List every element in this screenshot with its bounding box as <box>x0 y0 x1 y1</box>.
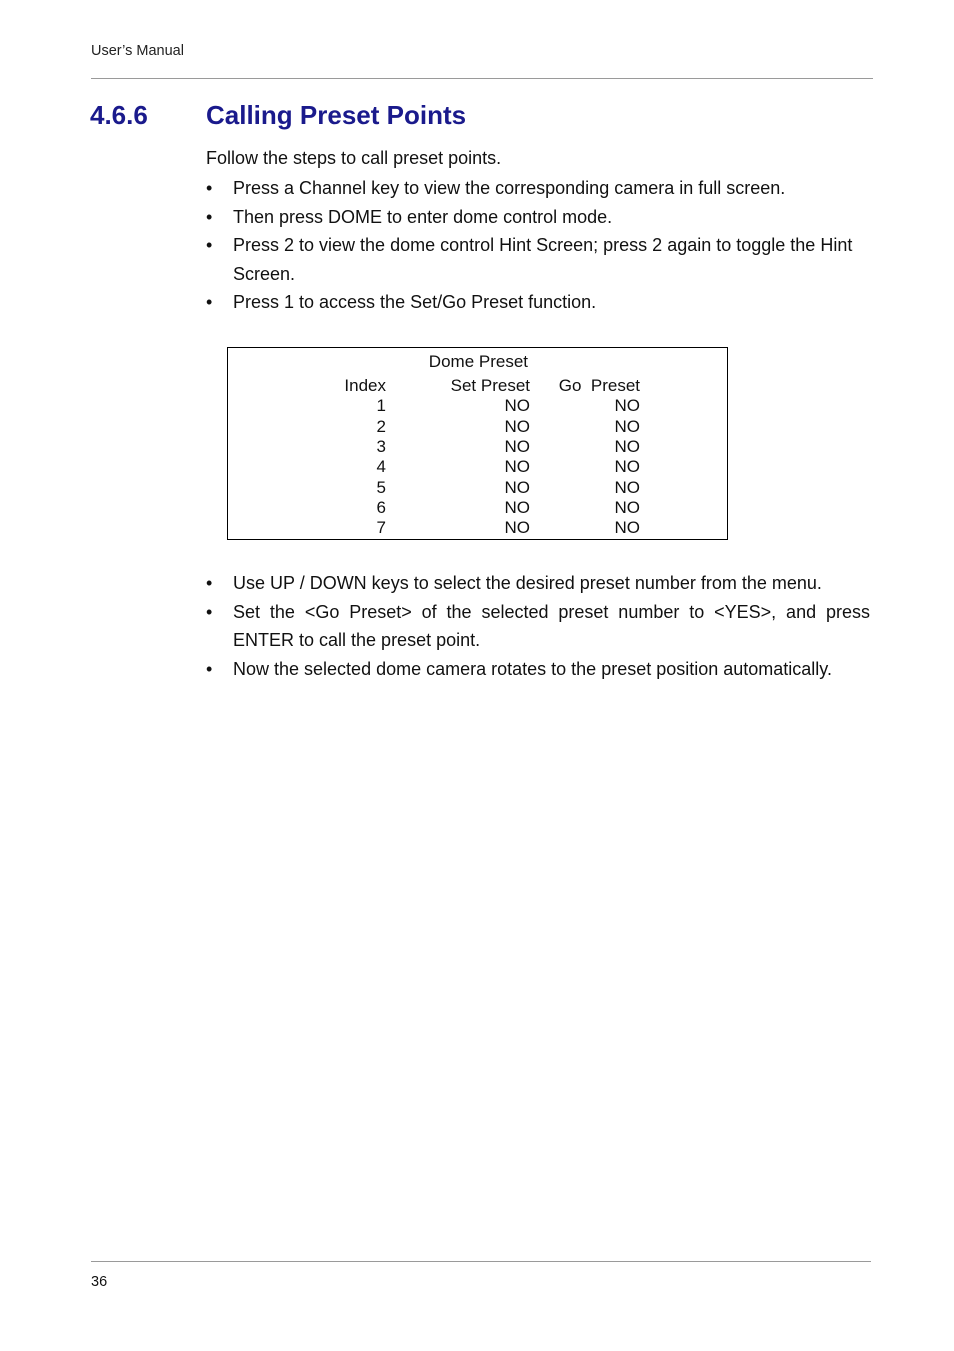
row-go-value: NO <box>614 518 640 537</box>
bullet: • <box>206 601 213 622</box>
row-index: 1 <box>376 396 386 415</box>
row-go-value: NO <box>614 417 640 436</box>
footer-rule <box>91 1261 871 1262</box>
row-go-value: NO <box>614 478 640 497</box>
row-index: 5 <box>376 478 386 497</box>
page-number: 36 <box>91 1274 108 1290</box>
row-go-value: NO <box>614 437 640 456</box>
menu-title: Dome Preset <box>428 352 528 371</box>
bullet: • <box>206 658 213 679</box>
row-go-value: NO <box>614 498 640 517</box>
row-index: 3 <box>376 437 386 456</box>
list-item: • Press a Channel key to view the corresponding camera in full screen. <box>206 174 866 203</box>
header-rule <box>91 78 873 79</box>
list-item: • Press 1 to access the Set/Go Preset function. <box>206 288 866 317</box>
header-go-preset: Go Preset <box>558 376 640 395</box>
list-item: • Use UP / DOWN keys to select the desired preset number from the menu. <box>206 569 870 598</box>
running-header: User’s Manual <box>91 43 184 59</box>
row-index: 7 <box>376 518 386 537</box>
row-set-value: NO <box>504 437 530 456</box>
row-go-value: NO <box>614 396 640 415</box>
header-set-preset: Set Preset <box>450 376 530 395</box>
section-number: 4.6.6 <box>90 100 148 130</box>
row-set-value: NO <box>504 518 530 537</box>
bullet: • <box>206 292 213 312</box>
bullet: • <box>206 235 213 255</box>
row-set-value: NO <box>504 498 530 517</box>
intro-paragraph: Follow the steps to call preset points. <box>206 148 502 168</box>
row-set-value: NO <box>504 478 530 497</box>
list-item: • Then press DOME to enter dome control mode. <box>206 203 866 232</box>
row-index: 6 <box>376 498 386 517</box>
section-title: Calling Preset Points <box>206 100 467 130</box>
row-set-value: NO <box>504 396 530 415</box>
row-go-value: NO <box>614 457 640 476</box>
row-set-value: NO <box>504 457 530 476</box>
header-index: Index <box>344 376 386 395</box>
list-item: • Press 2 to view the dome control Hint Screen; press 2 again to toggle the Hint Screen. <box>206 231 866 288</box>
steps-list-after <box>206 569 870 683</box>
row-index: 2 <box>376 417 386 436</box>
dome-preset-menu <box>227 347 728 540</box>
row-set-value: NO <box>504 417 530 436</box>
bullet: • <box>206 573 213 593</box>
bullet: • <box>206 178 213 198</box>
row-index: 4 <box>376 457 386 476</box>
list-item: • Set the <Go Preset> of the selected preset number to <YES>, and press ENTER to call the preset point. <box>206 598 870 655</box>
list-item: • Now the selected dome camera rotates to the preset position automatically. <box>206 655 870 684</box>
bullet: • <box>206 206 213 227</box>
steps-list-before <box>206 174 866 317</box>
